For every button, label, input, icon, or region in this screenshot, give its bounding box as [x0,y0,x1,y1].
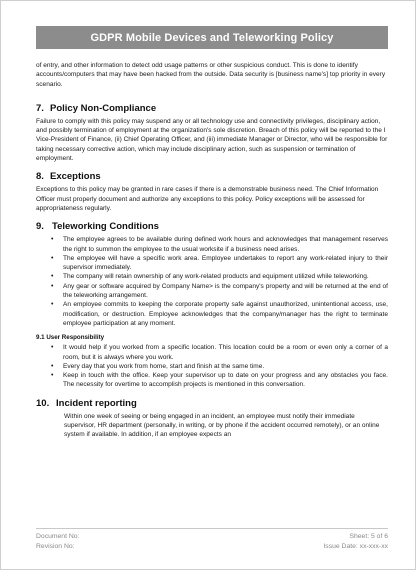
list-item-text: Keep in touch with the office. Keep your supervisor up to date on your progress and any obstacles you face. The necessity for overtime to accomplish projects is mentioned in this conversation. [63,372,388,389]
section-7-number: 7. [36,102,44,114]
section-10-number: 10. [36,397,50,409]
footer-row-1 [36,532,388,542]
list-item [51,272,388,281]
bullet-icon: • [51,372,54,380]
bullet-icon: • [51,362,54,370]
list-item-text: Every day that you work from home, start and finish at the same time. [63,362,265,370]
list-item [51,254,388,273]
section-7-paragraph: Failure to comply with this policy may suspend any or all technology use and connectivity privileges, disciplinary action, and possibly termination of employment at the organization's sole discretion. Breach of this policy will be reported to the I Vice-President of Finance, (ii) Chief Operating Officer, and (iii) immediate Manager or Director, who will be responsible for taking necessary corrective action, which may include disciplinary action, such as suspension or termination of employment. [36,117,388,163]
section-8-title: Exceptions [50,171,101,183]
section-7-heading [36,103,388,115]
list-item-text: Any gear or software acquired by Company Name> is the company's property and will be returned at the end of the teleworking arrangement. [63,282,388,300]
bullet-icon: • [51,273,54,281]
bullet-icon: • [51,236,54,244]
header-band [36,26,388,49]
list-item [51,282,388,301]
document-title: GDPR Mobile Devices and Teleworking Policy [90,31,334,44]
list-item-text: The employee agrees to be available during defined work hours and acknowledges that management reserves the right to summon the employee to the usual worksite if a business need arises. [63,236,388,253]
footer-row-2 [36,542,388,552]
issue-date: Issue Date: xx-xxx-xx [323,543,388,550]
section-9-bullet-list [36,235,388,328]
section-8-paragraph: Exceptions to this policy may be granted in rare cases if there is a demonstrable business need. The Chief Information Officer must properly document and authorize any exceptions to this policy. Policy exceptions will be assessed for appropriateness regularly. [36,186,379,212]
list-item [51,371,388,390]
bullet-icon: • [51,301,54,309]
bullet-icon: • [51,282,54,290]
list-item-text: The employee will have a specific work area. Employee undertakes to report any work-related injury to their supervisor immediately. [63,254,388,272]
section-10-title: Incident reporting [56,397,137,409]
sheet-number: Sheet: 5 of 6 [349,533,388,540]
list-item [51,362,388,371]
list-item [51,343,388,362]
section-8-heading [36,171,388,183]
list-item-text: It would help if you worked from a specific location. This location could be a room or even only a corner of a room, but it is always where you work. [63,344,388,361]
section-8-number: 8. [36,171,44,183]
section-10-paragraph: Within one week of seeing or being engaged in an incident, an employee must notify their immediate supervisor, HR department (personally, in writing, or by phone if the accident occurred remotely), or an online system if available. In addition, if an employee expects an [64,412,380,439]
section-9-title: Teleworking Conditions [52,221,159,233]
list-item [51,235,388,254]
document-number-label: Document No: [36,533,80,540]
subsection-9-1-bullet-list [36,343,388,389]
bullet-icon: • [51,254,54,262]
page-footer [36,528,388,552]
list-item-text: The company will retain ownership of any work-related products and equipment utilized while teleworking. [63,273,369,281]
section-9-number: 9. [36,221,44,233]
list-item-text: An employee commits to keeping the corporate property safe against unauthorized, unintentional access, use, modification, or destruction. Employee acknowledges that the company/manager has the right to terminate employee participation at any moment. [63,301,388,327]
section-10-heading [36,398,388,410]
bullet-icon: • [51,344,54,352]
list-item [51,300,388,328]
intro-paragraph: of entry, and other information to detect odd usage patterns or other suspicious conduct. This is done to identify accounts/computers that may have been hacked from the outside. Data security is [business name's] top priority in every scenario. [36,62,386,88]
section-7-title: Policy Non-Compliance [50,102,157,114]
revision-number-label: Revision No: [36,543,75,550]
section-9-heading [36,221,388,233]
document-body [36,61,388,440]
subsection-9-1-heading: 9.1 User Responsibility [36,334,105,342]
